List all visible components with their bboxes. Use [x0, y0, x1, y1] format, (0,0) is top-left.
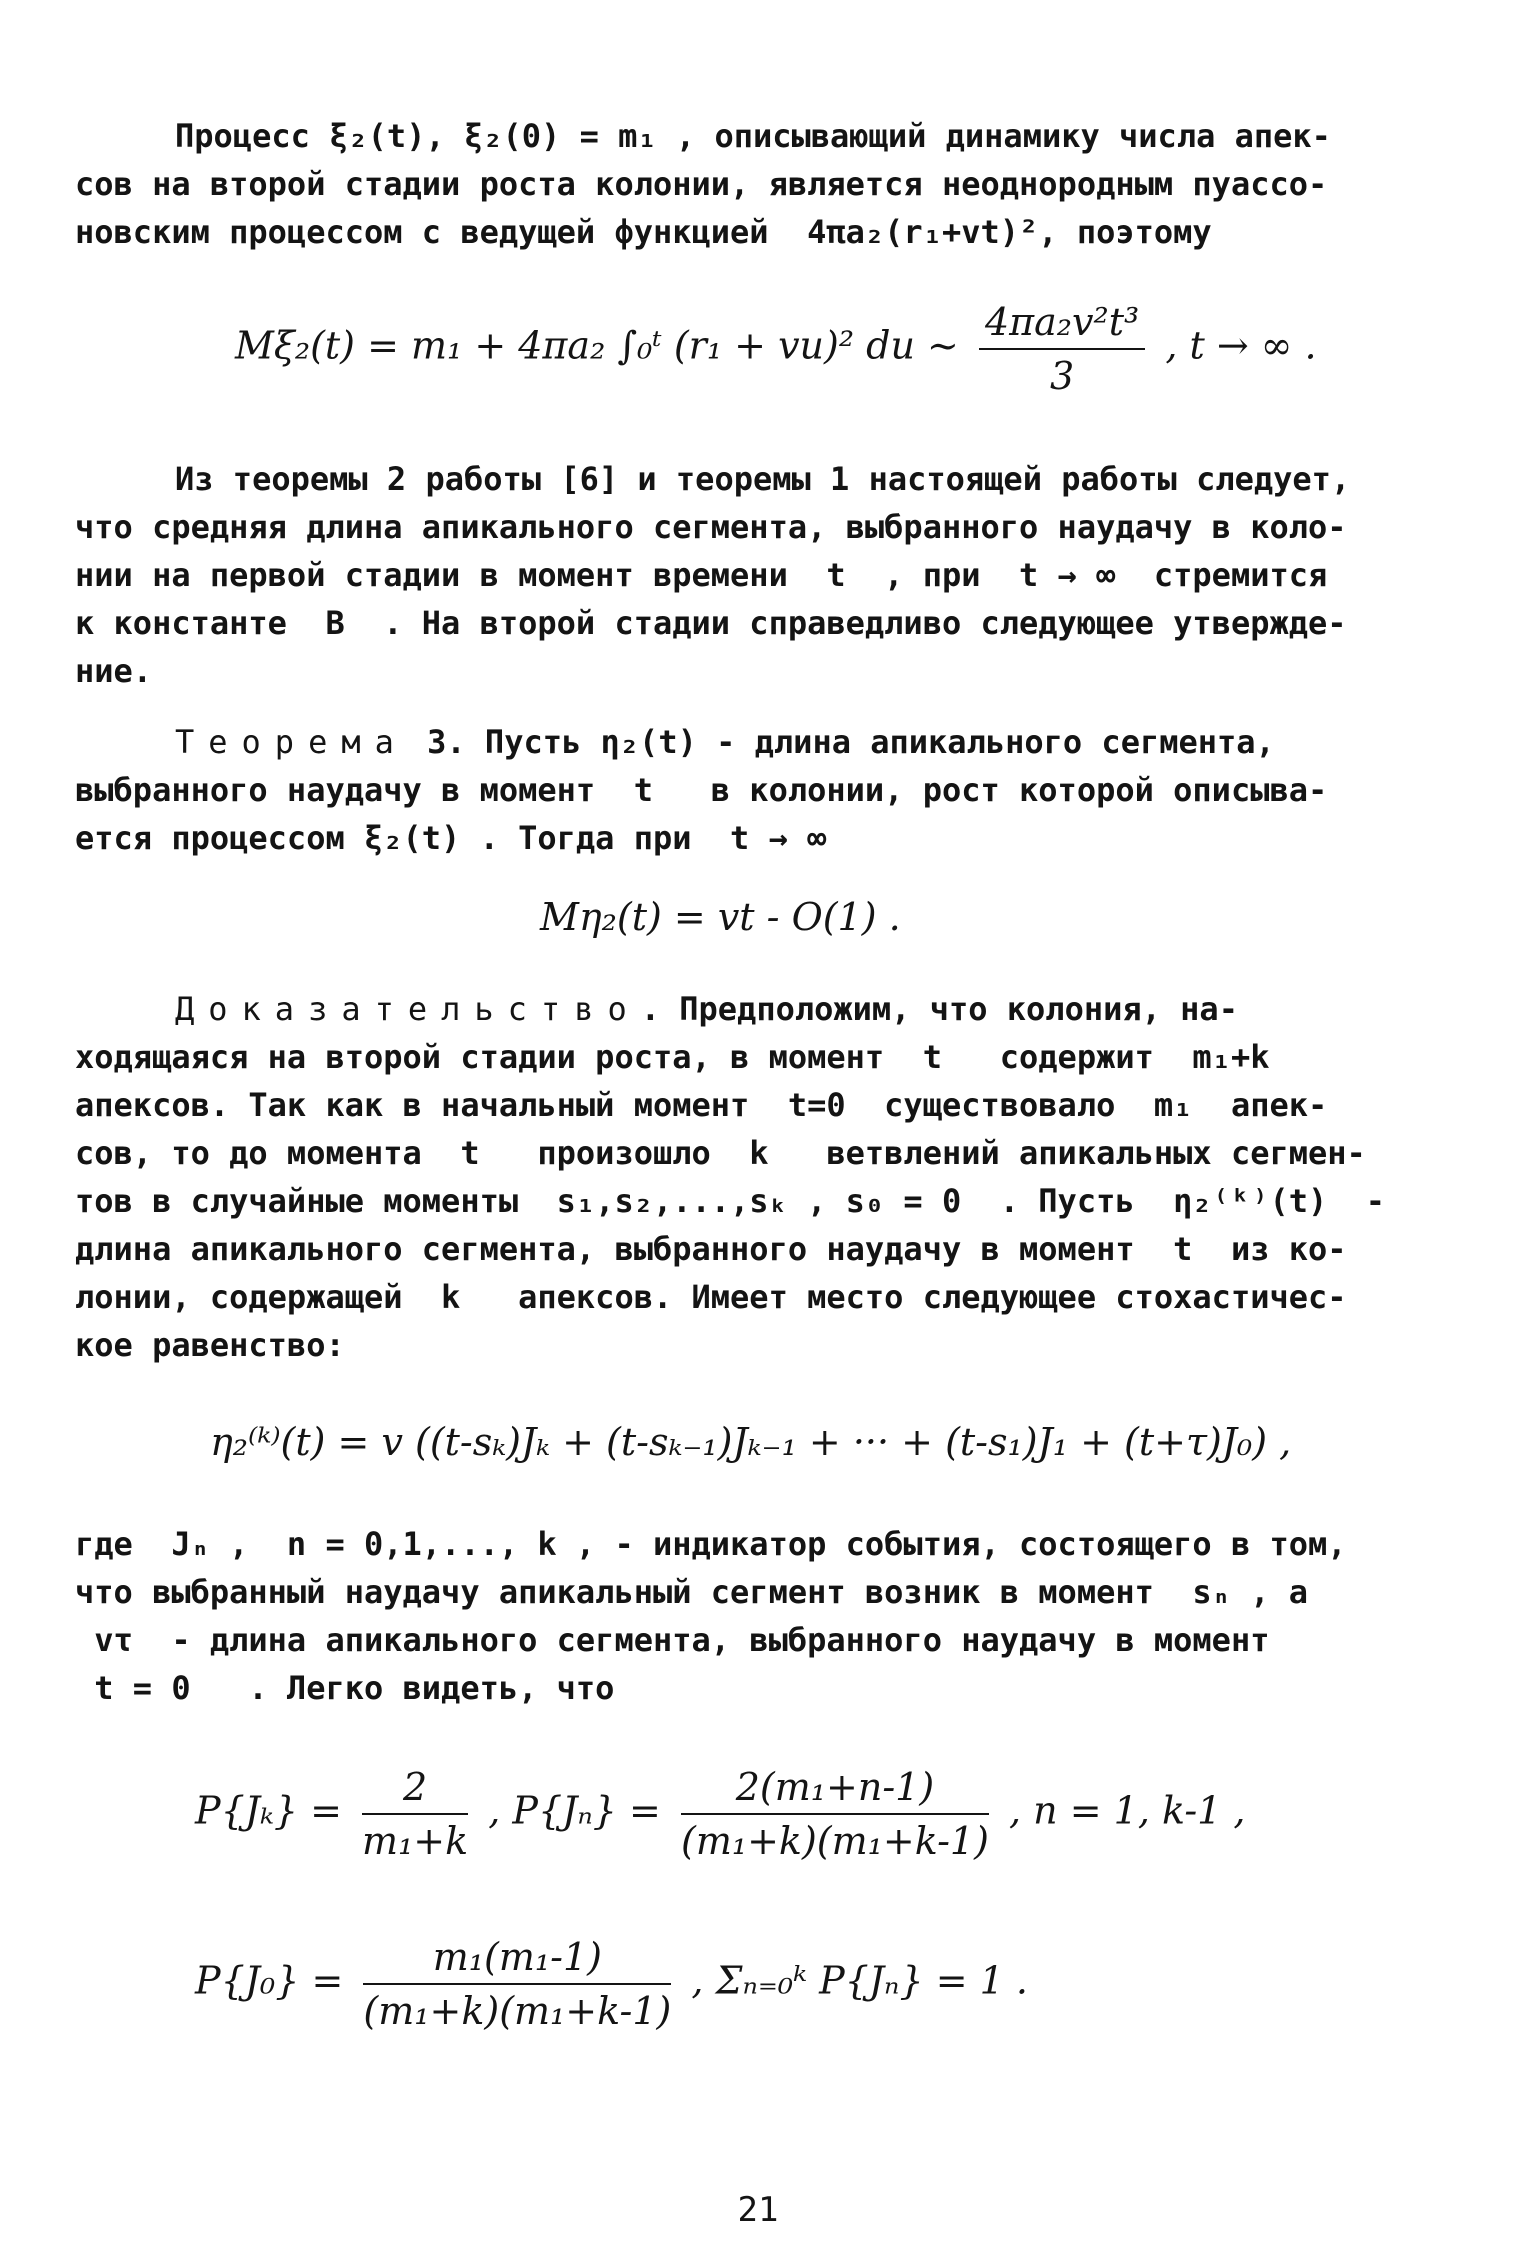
theorem-text: 3. Пусть η₂(t) - длина апикального сегмента,	[407, 723, 1275, 761]
text-line: тов в случайные моменты s₁,s₂,...,sₖ , s₀ = 0 . Пусть η₂⁽ᵏ⁾(t) -	[75, 1182, 1386, 1220]
text-line: Процесс ξ₂(t), ξ₂(0) = m₁ , описывающий динамику числа апек-	[175, 117, 1331, 155]
proof	[75, 985, 1425, 1369]
fraction-numerator: 4πa₂v²t³	[979, 300, 1145, 350]
equation-part: P{Jₖ} =	[195, 1788, 342, 1833]
fraction-denominator: (m₁+k)(m₁+k-1)	[681, 1819, 989, 1863]
equation-text: Mη₂(t) = vt - O(1) .	[540, 895, 901, 939]
text-line: ется процессом ξ₂(t) . Тогда при t → ∞	[75, 819, 827, 857]
text-line: ходящаяся на второй стадии роста, в момент t содержит m₁+k	[75, 1038, 1270, 1076]
text-line: апексов. Так как в начальный момент t=0 существовало m₁ апек-	[75, 1086, 1328, 1124]
fraction-denominator: 3	[1050, 354, 1075, 398]
text-line: что средняя длина апикального сегмента, выбранного наудачу в коло-	[75, 508, 1347, 546]
text-line: сов, то до момента t произошло k ветвлений апикальных сегмен-	[75, 1134, 1366, 1172]
fraction	[362, 1765, 468, 1863]
equation-probabilities-2	[195, 1935, 1028, 2033]
text-line: выбранного наудачу в момент t в колонии, рост которой описыва-	[75, 771, 1328, 809]
equation-probabilities-1	[195, 1765, 1246, 1863]
text-line: кое равенство:	[75, 1326, 345, 1364]
equation-expectation-xi2	[235, 300, 1317, 398]
equation-tail: , n = 1, k-1 ,	[1009, 1788, 1246, 1833]
equation-tail: , Σₙ₌₀ᵏ P{Jₙ} = 1 .	[691, 1958, 1028, 2003]
fraction-numerator: 2	[362, 1765, 468, 1815]
equation-part: P{J₀} =	[195, 1958, 344, 2003]
text-line	[75, 718, 1425, 766]
text-line	[75, 985, 1425, 1033]
equation-stochastic-equality	[210, 1420, 1291, 1464]
fraction-denominator: m₁+k	[362, 1819, 469, 1863]
text-line: t = 0 . Легко видеть, что	[75, 1669, 615, 1707]
equation-part: , P{Jₙ} =	[488, 1788, 661, 1833]
paragraph-process-description	[75, 112, 1425, 256]
text-line: ние.	[75, 652, 153, 690]
equation-expectation-eta2	[540, 895, 901, 939]
text-line: Из теоремы 2 работы [6] и теоремы 1 настоящей работы следует,	[175, 460, 1351, 498]
text-line: где Jₙ , n = 0,1,..., k , - индикатор события, состоящего в том,	[75, 1525, 1347, 1563]
text-line: к константе B . На второй стадии справедливо следующее утвержде-	[75, 604, 1347, 642]
theorem-3	[75, 718, 1425, 862]
paragraph-indicator-definition	[75, 1520, 1425, 1712]
equation-text: η₂⁽ᵏ⁾(t) = v ((t-sₖ)Jₖ + (t-sₖ₋₁)Jₖ₋₁ + ··· + (t-s₁)J₁ + (t+τ)J₀) ,	[210, 1420, 1292, 1464]
fraction-numerator: m₁(m₁-1)	[363, 1935, 671, 1985]
equation-tail: , t → ∞ .	[1165, 323, 1317, 368]
fraction-denominator: (m₁+k)(m₁+k-1)	[363, 1989, 672, 2033]
fraction	[681, 1765, 989, 1863]
text-line: что выбранный наудачу апикальный сегмент возник в момент sₙ , а	[75, 1573, 1308, 1611]
fraction	[363, 1935, 671, 2033]
text-line: нии на первой стадии в момент времени t , при t → ∞ стремится	[75, 556, 1328, 594]
text-line: лонии, содержащей k апексов. Имеет место следующее стохастичес-	[75, 1278, 1347, 1316]
proof-label: Доказательство	[175, 990, 641, 1028]
text-line: новским процессом с ведущей функцией 4πa₂(r₁+vt)², поэтому	[75, 213, 1212, 251]
fraction-numerator: 2(m₁+n-1)	[681, 1765, 989, 1815]
theorem-label: Теорема	[175, 723, 408, 761]
text-line: длина апикального сегмента, выбранного наудачу в момент t из ко-	[75, 1230, 1347, 1268]
text-line: сов на второй стадии роста колонии, является неоднородным пуассо-	[75, 165, 1328, 203]
paragraph-theorem-reference	[75, 455, 1425, 695]
fraction	[979, 300, 1145, 398]
equation-lhs: Mξ₂(t) = m₁ + 4πa₂ ∫₀ᵗ (r₁ + vu)² du ~	[235, 323, 959, 368]
page-number: 21	[737, 2190, 779, 2230]
text-line: vτ - длина апикального сегмента, выбранного наудачу в момент	[75, 1621, 1270, 1659]
proof-text: . Предположим, что колония, на-	[640, 990, 1238, 1028]
